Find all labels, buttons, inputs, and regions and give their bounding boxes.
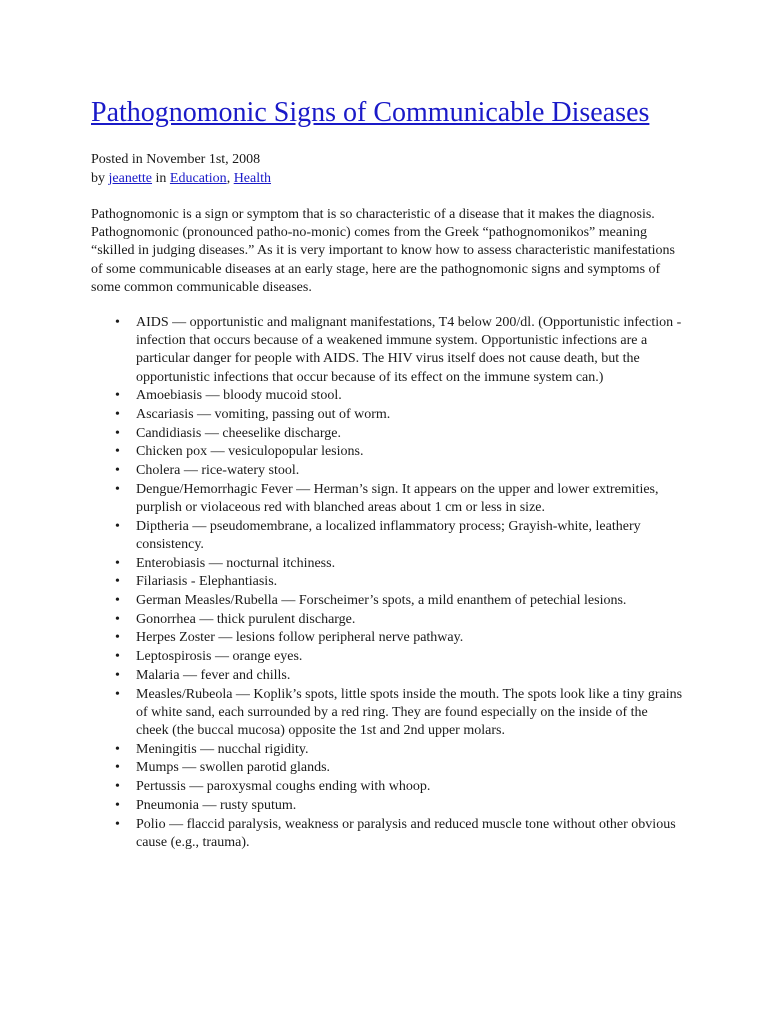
posted-date: November 1st, 2008 <box>146 152 261 167</box>
list-item <box>115 555 683 573</box>
list-item <box>115 592 683 610</box>
list-item <box>115 573 683 591</box>
list-item <box>115 629 683 647</box>
list-item <box>115 518 683 554</box>
list-item-text: Gonorrhea — thick purulent discharge. <box>136 611 356 627</box>
list-item <box>115 667 683 685</box>
list-item-text: Polio — flaccid paralysis, weakness or paralysis and reduced muscle tone without other obvious cause (e.g., trauma). <box>136 816 676 850</box>
bullet-icon: • <box>115 649 120 665</box>
bullet-icon: • <box>115 518 120 534</box>
bullet-icon: • <box>115 315 120 331</box>
list-item-text: Measles/Rubeola — Koplik’s spots, little spots inside the mouth. The spots look like a tiny grains of white sand, each surrounded by a red ring. They are found especially on the inside of the cheek (the buccal mucosa) opposite the 1st and 2nd upper molars. <box>136 686 683 738</box>
bullet-icon: • <box>115 667 120 683</box>
article-title <box>91 95 683 131</box>
list-item <box>115 741 683 759</box>
category-separator: , <box>226 171 231 186</box>
list-item-text: Enterobiasis — nocturnal itchiness. <box>136 555 336 571</box>
list-item-text: Herpes Zoster — lesions follow peripheral nerve pathway. <box>136 630 464 646</box>
list-item <box>115 462 683 480</box>
list-item-text: Diptheria — pseudomembrane, a localized inflammatory process; Grayish-white, leathery consistency. <box>136 518 641 552</box>
list-item <box>115 481 683 517</box>
posted-line <box>91 150 683 169</box>
list-item <box>115 314 683 387</box>
posted-prefix: Posted in <box>91 152 143 167</box>
list-item-text: German Measles/Rubella — Forscheimer’s spots, a mild enanthem of petechial lesions. <box>136 593 627 609</box>
list-item <box>115 406 683 424</box>
list-item-text: Ascariasis — vomiting, passing out of worm. <box>136 407 391 423</box>
list-item <box>115 425 683 443</box>
intro-paragraph <box>91 206 681 297</box>
list-item-text: Cholera — rice-watery stool. <box>136 463 300 479</box>
bullet-icon: • <box>115 388 120 404</box>
bullet-icon: • <box>115 481 120 497</box>
category-link-education[interactable]: Education <box>169 171 227 186</box>
list-item-text: Pneumonia — rusty sputum. <box>136 797 297 813</box>
bullet-icon: • <box>115 741 120 757</box>
bullet-icon: • <box>115 816 120 832</box>
bullet-icon: • <box>115 574 120 590</box>
bullet-icon: • <box>115 779 120 795</box>
bullet-icon: • <box>115 425 120 441</box>
list-item-text: Mumps — swollen parotid glands. <box>136 760 331 776</box>
list-item <box>115 778 683 796</box>
by-prefix: by <box>91 171 105 186</box>
bullet-icon: • <box>115 686 120 702</box>
bullet-icon: • <box>115 463 120 479</box>
list-item-text: Dengue/Hemorrhagic Fever — Herman’s sign. It appears on the upper and lower extremities, purplish or violaceous red with blanched areas about 1 cm or less in size. <box>136 481 659 516</box>
list-item <box>115 686 683 741</box>
list-item-text: Malaria — fever and chills. <box>136 667 291 683</box>
list-item-text: Pertussis — paroxysmal coughs ending with whoop. <box>136 779 431 795</box>
author-link[interactable]: jeanette <box>108 171 153 186</box>
list-item <box>115 816 683 852</box>
list-item-text: Amoebiasis — bloody mucoid stool. <box>136 388 342 404</box>
intro-text: Pathognomonic is a sign or symptom that is so characteristic of a disease that it makes the diagnosis. Pathognomonic (pronounced patho-no-monic) comes from the Greek “pathognomonikos” meaning “skilled in judging diseases.” As it is very important to know how to assess characteristic manifestations of some communicable diseases at an early stage, here are the pathognomonic signs and symptoms of some common communicable diseases. <box>91 207 676 295</box>
bullet-icon: • <box>115 760 120 776</box>
bullet-icon: • <box>115 555 120 571</box>
list-item <box>115 759 683 777</box>
list-item <box>115 611 683 629</box>
list-item-text: Filariasis - Elephantiasis. <box>136 574 278 590</box>
list-item <box>115 797 683 815</box>
list-item-text: AIDS — opportunistic and malignant manifestations, T4 below 200/dl. (Opportunistic infection - infection that occurs because of a weakened immune system. Opportunistic infections are a particular danger for people with AIDS. The HIV virus itself does not cause death, but the opportunistic infections that occur because of its effect on the immune system can.) <box>136 315 682 385</box>
disease-list <box>91 314 683 852</box>
post-meta <box>91 150 683 188</box>
bullet-icon: • <box>115 444 120 460</box>
list-item-text: Meningitis — nucchal rigidity. <box>136 741 309 757</box>
bullet-icon: • <box>115 593 120 609</box>
list-item-text: Candidiasis — cheeselike discharge. <box>136 425 342 441</box>
bullet-icon: • <box>115 611 120 627</box>
list-item <box>115 443 683 461</box>
list-item <box>115 648 683 666</box>
category-link-health[interactable]: Health <box>233 171 272 186</box>
byline <box>91 169 683 188</box>
article-title-link[interactable]: Pathognomonic Signs of Communicable Diseases <box>91 97 650 128</box>
in-word: in <box>155 171 167 186</box>
list-item-text: Leptospirosis — orange eyes. <box>136 649 303 665</box>
list-item <box>115 387 683 405</box>
bullet-icon: • <box>115 630 120 646</box>
bullet-icon: • <box>115 407 120 423</box>
bullet-icon: • <box>115 797 120 813</box>
list-item-text: Chicken pox — vesiculopopular lesions. <box>136 444 364 460</box>
article <box>91 95 683 852</box>
